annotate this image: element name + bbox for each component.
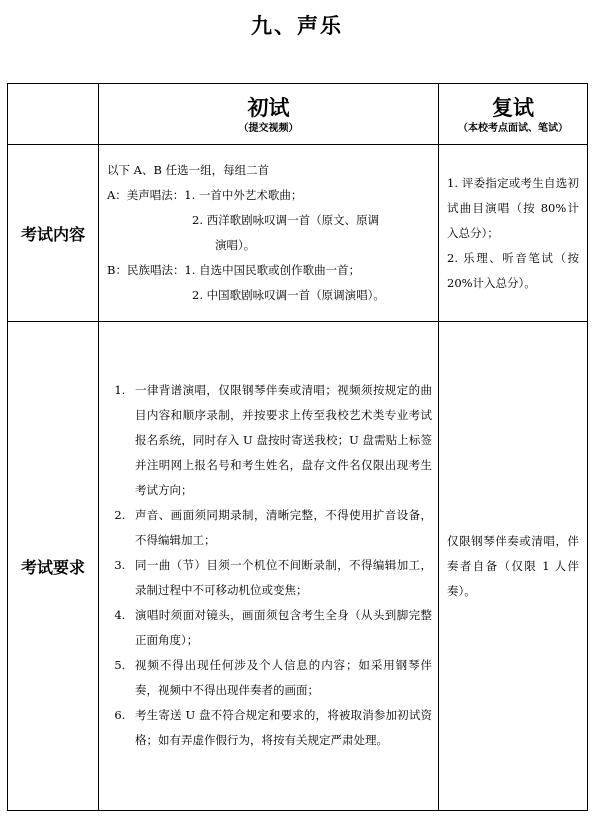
requirements-retest-cell: [439, 322, 588, 811]
page-title: 九、声乐: [251, 13, 343, 38]
requirement-item-3: 3. 同一曲（节）目须一个机位不间断录制，不得编辑加工，录制过程中不可移动机位或变焦；: [129, 553, 432, 603]
requirements-prelim-cell: [99, 322, 439, 811]
prelim-title: 初试: [247, 95, 290, 120]
requirement-item-5: 5. 视频不得出现任何涉及个人信息的内容；如采用钢琴伴奏，视频中不得出现伴奏者的画面；: [129, 653, 432, 703]
content-retest-cell: [439, 145, 588, 322]
header-retest-cell: [439, 84, 588, 145]
retest-item-2: 2. 乐理、听音笔试（按 20%计入总分）。: [447, 250, 579, 290]
content-b-label: B：民族唱法：1. 自选中国民歌或创作歌曲一首；: [107, 263, 361, 277]
content-a-label: A：美声唱法：1. 一首中外艺术歌曲；: [107, 188, 303, 202]
header-prelim-cell: [99, 84, 439, 145]
retest-subtitle: （本校考点面试、笔试）: [458, 123, 568, 134]
requirement-item-1: 1. 一律背谱演唱，仅限钢琴伴奏或清唱；视频须按规定的曲目内容和顺序录制，并按要求上传至我校艺术类专业考试报名系统，同时存入 U 盘按时寄送我校；U 盘需贴上标签并注明网上报名号和考生姓名，盘存文件名仅限出现考生考试方向；: [129, 378, 432, 503]
header-row: [8, 84, 588, 145]
content-a-item2-line2: 演唱）。: [215, 238, 256, 252]
retest-item-1: 1. 评委指定或考生自选初试曲目演唱（按 80%计入总分）；: [447, 175, 579, 240]
content-prelim-cell: [99, 145, 439, 322]
content-row-label: 考试内容: [8, 145, 99, 322]
requirements-row: [8, 322, 588, 811]
exam-table: [7, 83, 588, 811]
requirement-item-2: 2. 声音、画面须同期录制，清晰完整，不得使用扩音设备，不得编辑加工；: [129, 503, 432, 553]
requirements-list: [99, 374, 438, 759]
requirements-row-label: 考试要求: [8, 322, 99, 811]
retest-title: 复试: [492, 95, 534, 120]
requirement-item-4: 4. 演唱时须面对镜头，画面须包含考生全身（从头到脚完整正面角度）；: [129, 603, 432, 653]
content-a-item2-line1: 2. 西洋歌剧咏叹调一首（原文、原调: [192, 213, 380, 227]
prelim-subtitle: （提交视频）: [238, 123, 299, 134]
content-row: [8, 145, 588, 322]
requirement-item-6: 6. 考生寄送 U 盘不符合规定和要求的，将被取消参加初试资格；如有弄虚作假行为，将按有关规定严肃处理。: [129, 703, 432, 753]
content-b-item2: 2. 中国歌剧咏叹调一首（原调演唱）。: [192, 288, 385, 302]
requirements-retest-text: 仅限钢琴伴奏或清唱，伴奏者自备（仅限 1 人伴奏）。: [447, 533, 579, 598]
content-intro: 以下 A、B 任选一组，每组二首: [107, 163, 270, 177]
header-empty-cell: [8, 84, 99, 145]
